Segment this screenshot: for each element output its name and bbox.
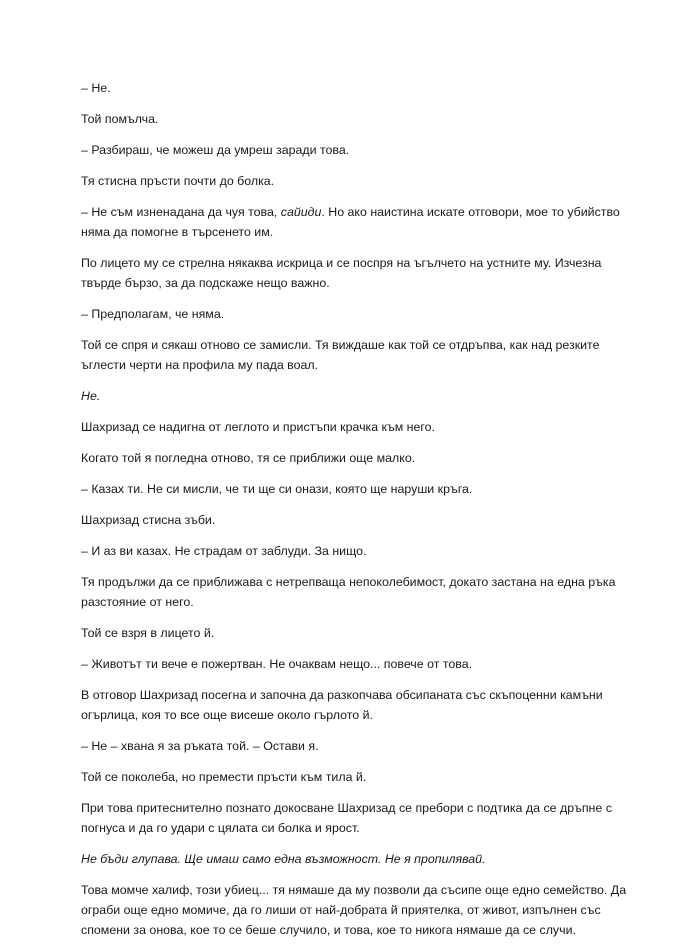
paragraph: Той помълча. (81, 112, 159, 126)
paragraph-text: . Но ако наистина искате отговори, мое то убийство няма да помогне в търсенето им. (81, 205, 620, 239)
italic-paragraph: Не бъди глупава. Ще имаш само една възможност. Не я пропилявай. (81, 852, 486, 866)
paragraph: Той се поколеба, но премести пръсти към тила й. (81, 770, 367, 784)
paragraph (81, 202, 641, 242)
paragraph: Когато той я погледна отново, тя се приближи още малко. (81, 451, 416, 465)
italic-paragraph: Не. (81, 389, 101, 403)
paragraph: – И аз ви казах. Не страдам от заблуди. За нищо. (81, 544, 367, 558)
paragraph: Тя продължи да се приближава с нетрепваща непоколебимост, докато застана на една ръка разстояние от него. (81, 575, 616, 609)
paragraph: Тя стисна пръсти почти до болка. (81, 174, 275, 188)
paragraph: – Животът ти вече е пожертван. Не очаквам нещо... повече от това. (81, 657, 473, 671)
paragraph: – Не. (81, 81, 111, 95)
paragraph: Шахризад стисна зъби. (81, 513, 216, 527)
paragraph-text: – Не съм изненадана да чуя това, (81, 205, 281, 219)
paragraph: – Казах ти. Не си мисли, че ти ще си онази, която ще наруши кръга. (81, 482, 473, 496)
paragraph: В отговор Шахризад посегна и започна да разкопчава обсипаната със скъпоценни камъни огърлица, коя то все още висеше около гърлото й. (81, 688, 603, 722)
document-body (81, 78, 641, 951)
paragraph: – Разбираш, че можеш да умреш заради това. (81, 143, 350, 157)
italic-word: сайиди (280, 205, 322, 219)
paragraph: Това момче халиф, този убиец... тя нямаше да му позволи да съсипе още едно семейство. Да ограби още едно момиче, да го лиши от най-добрата й приятелка, от живот, изпълнен със спомени за онова, кое то се беше случило, и това, кое то никога нямаше да се случи. (81, 883, 627, 937)
paragraph: – Не – хвана я за ръката той. – Остави я. (81, 739, 319, 753)
paragraph: – Предполагам, че няма. (81, 307, 225, 321)
paragraph: По лицето му се стрелна някаква искрица и се поспря на ъгълчето на устните му. Изчезна твърде бързо, за да подскаже нещо важно. (81, 256, 602, 290)
paragraph: Шахризад се надигна от леглото и пристъпи крачка към него. (81, 420, 435, 434)
paragraph: Той се спря и сякаш отново се замисли. Тя виждаше как той се отдръпва, как над резките ъглести черти на профила му пада воал. (81, 338, 600, 372)
paragraph: При това притеснително познато докосване Шахризад се пребори с подтика да се дръпне с погнуса и да го удари с цялата си болка и ярост. (81, 801, 612, 835)
paragraph: Той се взря в лицето й. (81, 626, 215, 640)
